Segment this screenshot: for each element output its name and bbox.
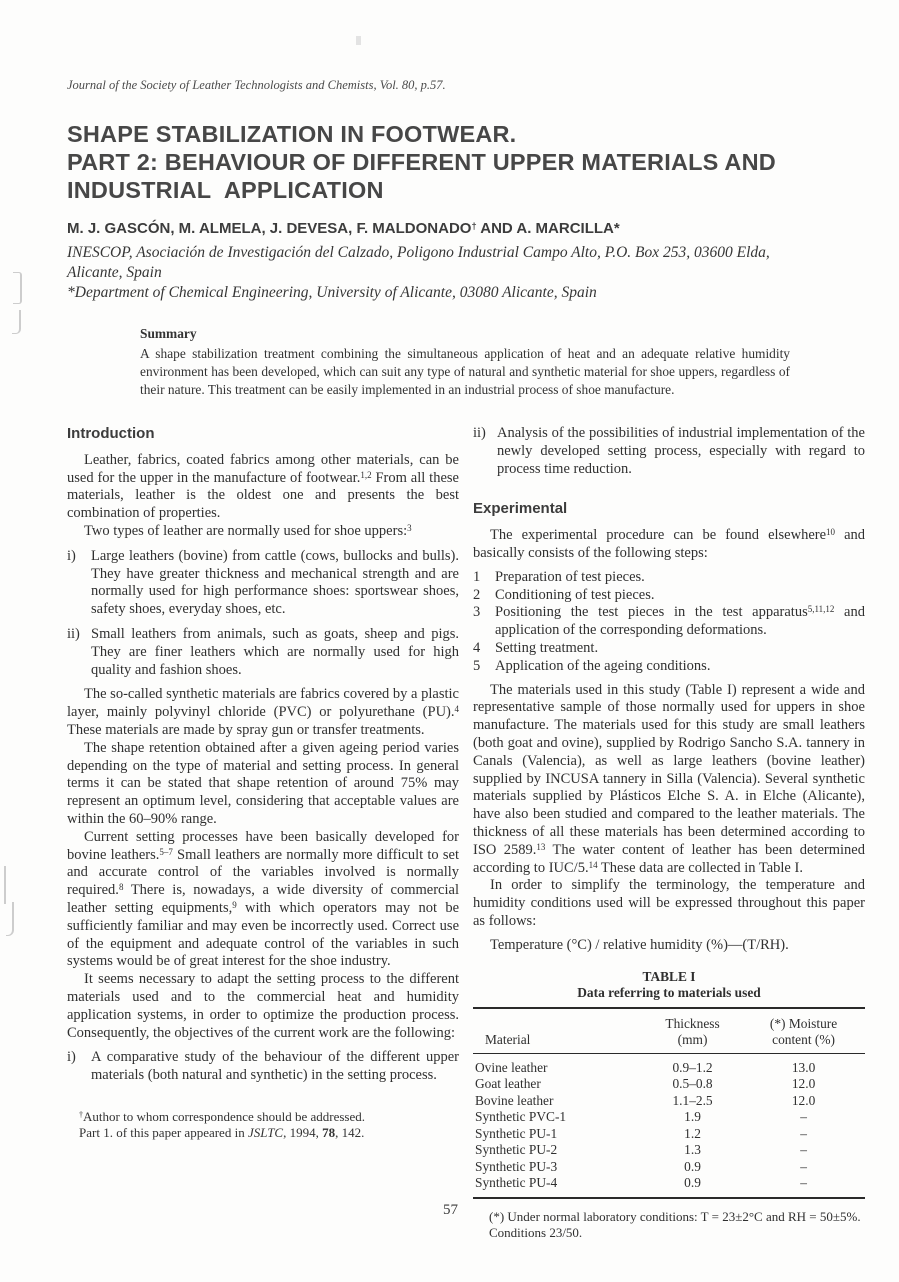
paragraph-objectives-intro: It seems necessary to adapt the setting process to the different materials used and to the commercial heat and humidity application systems, in order to optimize the production process. Consequently, the objectives of the current work are the following: xyxy=(67,971,459,1041)
step-item xyxy=(473,640,865,658)
section-heading-experimental: Experimental xyxy=(473,500,568,518)
step-item xyxy=(473,604,865,640)
section-heading-introduction: Introduction xyxy=(67,425,155,442)
table-header xyxy=(473,1008,865,1054)
table-row xyxy=(473,1109,865,1126)
footnote-line-2: Part 1. of this paper appeared in JSLTC, 1994, 78, 142. xyxy=(79,1125,365,1141)
step-number: 3 xyxy=(473,604,481,621)
page-title xyxy=(67,120,865,204)
paragraph-experimental-1: The experimental procedure can be found elsewhere$^{10}$ and basically consists of the following steps: xyxy=(473,527,866,561)
column-header-moisture-line2: content (%) xyxy=(772,1031,835,1047)
table-cell: – xyxy=(800,1142,807,1158)
list-item-text: A comparative study of the behaviour of the different upper materials (both natural and synthetic) in the setting process. xyxy=(91,1049,459,1084)
table-cell: Synthetic PU-2 xyxy=(475,1142,558,1158)
affiliation-line-1: INESCOP, Asociación de Investigación del Calzado, Poligono Industrial Campo Alto, P.O. Box 253, 03600 Elda, Alicante, Spain xyxy=(67,244,770,281)
steps-list xyxy=(473,569,865,676)
paragraph-materials: The materials used in this study (Table I) represent a wide and representative sample of those normally used for uppers in shoe manufacture. The materials used for this study are small leathers (both goat and ovine), supplied by Rodrigo Sancho S.A. tannery in Canals (Valencia), as well as large leathers (bovine leather) supplied by INCUSA tannery in Silla (Valencia). Several synthetic materials supplied by Plásticos Elche S. A. in Elche (Alicante), have also been studied and compared to the leather materials. The thickness of all these materials has been determined according to ISO 2589.13 The water content of leather has been determined according to IUC/5.14 These data are collected in Table I. xyxy=(473,681,865,876)
step-item xyxy=(473,658,865,676)
step-text: Conditioning of test pieces. xyxy=(495,586,655,603)
step-text: Preparation of test pieces. xyxy=(495,568,645,585)
table-row xyxy=(473,1125,865,1142)
table-row xyxy=(473,1076,865,1093)
list-marker: i) xyxy=(67,1049,76,1066)
step-text: Setting treatment. xyxy=(495,639,599,656)
table-cell: Ovine leather xyxy=(475,1059,548,1075)
column-header-material: Material xyxy=(473,1008,643,1054)
footnote-line-1: †Author to whom correspondence should be addressed. xyxy=(79,1108,365,1124)
summary-text: A shape stabilization treatment combining the simultaneous application of heat and an adequate relative humidity environment has been developed, which can suit any type of natural and synthetic material for shoe uppers, regardless of their nature. This treatment can be easily implemented in an industrial process of shoe manufacture. xyxy=(140,346,790,397)
table-cell: 1.2 xyxy=(684,1125,701,1141)
materials-table xyxy=(473,1007,865,1199)
scan-artifact xyxy=(12,310,21,334)
affiliation-block xyxy=(67,243,807,303)
list-item-small-leathers xyxy=(67,626,459,679)
table-row xyxy=(473,1175,865,1198)
table-cell: 0.9 xyxy=(684,1158,701,1174)
table-cell: – xyxy=(800,1125,807,1141)
scan-artifact xyxy=(356,36,361,45)
table-cell: 0.9–1.2 xyxy=(672,1059,713,1075)
table-cell: 0.5–0.8 xyxy=(672,1076,713,1092)
title-line-1: SHAPE STABILIZATION IN FOOTWEAR. xyxy=(67,121,517,147)
paragraph-intro-1: Leather, fabrics, coated fabrics among other materials, can be used for the upper in the manufacture of footwear.$^{1,2}$ From all these materials, leather is the oldest one and presents the best combination of properties. xyxy=(67,451,459,522)
title-line-3: INDUSTRIAL APPLICATION xyxy=(67,177,384,203)
paragraph-current-processes: Current setting processes have been basically developed for bovine leathers.$^{5-7}$ Small leathers are normally more difficult to set and accurate control of the variables involved is normally required.$^8$ There is, nowadays, a wide diversity of commercial leather setting equipments,$^9$ with which operators may not be sufficiently familiar and may even be incorrectly used. Correct use of the equipment and adequate control of the variables in such systems would be of great interest for the shoe industry. xyxy=(67,828,459,970)
paragraph-shape-retention: The shape retention obtained after a given ageing period varies depending on the type of material and setting process. In general terms it can be stated that shape retention of around 75% may represent an optimum level, considering that acceptable values are within the 60–90% range. xyxy=(67,739,459,827)
table-row xyxy=(473,1092,865,1109)
author-footnote xyxy=(79,1109,459,1142)
step-number: 1 xyxy=(473,568,481,585)
table-cell: 0.9 xyxy=(684,1175,701,1191)
column-header-thickness xyxy=(643,1008,742,1054)
column-header-thickness-line2: (mm) xyxy=(677,1031,708,1047)
list-item-text: Analysis of the possibilities of industrial implementation of the newly developed setting process, especially with regard to process time reduction. xyxy=(497,425,865,477)
table-cell: 1.1–2.5 xyxy=(672,1092,713,1108)
step-text: Positioning the test pieces in the test apparatus$^{5,11,12}$ and application of the corresponding deformations. xyxy=(495,604,865,639)
list-item-text: Large leathers (bovine) from cattle (cows, bullocks and bulls). They have greater thickness and mechanical strength and are normally used for high performance shoes: sportswear shoes, safety shoes, everyday shoes, etc. xyxy=(91,547,459,618)
authors-line: M. J. GASCÓN, M. ALMELA, J. DEVESA, F. MALDONADO† AND A. MARCILLA* xyxy=(67,220,620,237)
table-cell: 12.0 xyxy=(791,1092,816,1108)
title-line-2: PART 2: BEHAVIOUR OF DIFFERENT UPPER MATERIALS AND xyxy=(67,149,776,175)
table-title xyxy=(473,969,865,1001)
paragraph-terminology: In order to simplify the terminology, the temperature and humidity conditions used will be expressed throughout this paper as follows: xyxy=(473,877,865,929)
table-footnote: (*) Under normal laboratory conditions: T = 23±2°C and RH = 50±5%. Conditions 23/50. xyxy=(489,1208,861,1241)
step-item xyxy=(473,569,865,587)
table-cell: 1.3 xyxy=(684,1142,701,1158)
scan-artifact xyxy=(6,902,14,936)
two-column-body xyxy=(67,425,865,1242)
table-cell: Synthetic PU-3 xyxy=(475,1158,558,1174)
step-number: 4 xyxy=(473,639,481,656)
paragraph-synthetic: The so-called synthetic materials are fabrics covered by a plastic layer, mainly polyvinyl chloride (PVC) or polyurethane (PU).$^4$ These materials are made by spray gun or transfer treatments. xyxy=(67,686,459,738)
column-header-moisture-line1: (*) Moisture xyxy=(769,1015,838,1031)
table-cell: – xyxy=(800,1175,807,1191)
list-item-large-leathers xyxy=(67,548,459,619)
column-header-thickness-line1: Thickness xyxy=(665,1015,720,1031)
conditions-notation: Temperature (°C) / relative humidity (%)—(T/RH). xyxy=(490,936,789,953)
scan-artifact xyxy=(4,866,6,904)
table-cell: 12.0 xyxy=(791,1076,816,1092)
table-body xyxy=(473,1053,865,1198)
column-header-moisture xyxy=(742,1008,865,1054)
summary-block xyxy=(140,325,790,399)
right-column xyxy=(473,425,865,1242)
table-cell: 1.9 xyxy=(684,1109,701,1125)
step-number: 5 xyxy=(473,657,481,674)
table-row xyxy=(473,1158,865,1175)
page-number: 57 xyxy=(443,1202,458,1218)
left-column xyxy=(67,425,459,1242)
table-block xyxy=(473,969,865,1242)
step-item xyxy=(473,587,865,605)
table-caption: Data referring to materials used xyxy=(577,984,761,1000)
list-item-objective-i xyxy=(67,1049,459,1085)
list-marker: ii) xyxy=(473,425,486,441)
table-cell: 13.0 xyxy=(791,1059,816,1075)
table-cell: – xyxy=(800,1158,807,1174)
table-number: TABLE I xyxy=(642,968,696,984)
list-marker: i) xyxy=(67,547,76,564)
step-number: 2 xyxy=(473,586,481,603)
table-row xyxy=(473,1142,865,1159)
table-cell: – xyxy=(800,1109,807,1125)
summary-heading: Summary xyxy=(140,326,197,341)
table-cell: Synthetic PU-1 xyxy=(475,1125,558,1141)
table-row xyxy=(473,1053,865,1076)
paragraph-intro-2: Two types of leather are normally used for shoe uppers:$^3$ xyxy=(84,522,412,539)
list-marker: ii) xyxy=(67,625,80,642)
table-cell: Synthetic PU-4 xyxy=(475,1175,558,1191)
journal-header: Journal of the Society of Leather Technologists and Chemists, Vol. 80, p.57. xyxy=(67,78,446,92)
affiliation-line-2: *Department of Chemical Engineering, University of Alicante, 03080 Alicante, Spain xyxy=(67,284,597,301)
table-cell: Goat leather xyxy=(475,1076,541,1092)
table-cell: Synthetic PVC-1 xyxy=(475,1109,567,1125)
step-text: Application of the ageing conditions. xyxy=(495,657,711,674)
list-item-text: Small leathers from animals, such as goats, sheep and pigs. They are finer leathers which are normally used for high quality and fashion shoes. xyxy=(91,625,459,678)
table-cell: Bovine leather xyxy=(475,1092,554,1108)
scan-artifact xyxy=(13,272,22,304)
list-item-objective-ii xyxy=(473,425,865,478)
